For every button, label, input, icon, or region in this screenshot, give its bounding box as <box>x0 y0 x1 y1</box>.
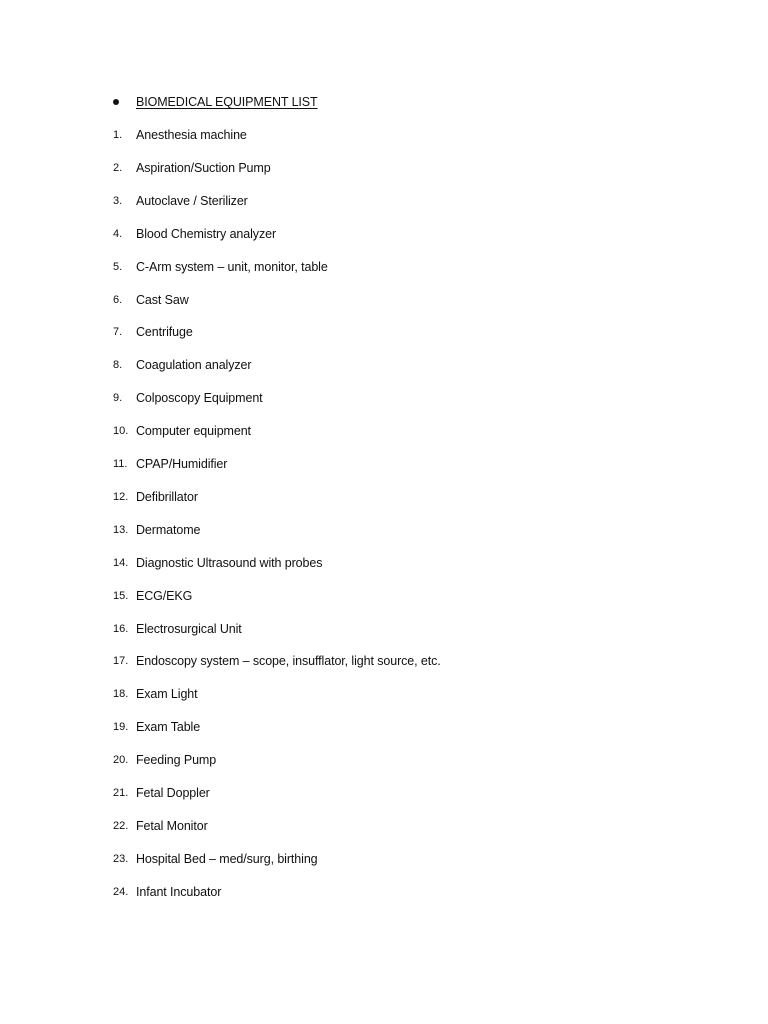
item-number: 18. <box>113 688 129 701</box>
item-label: Anesthesia machine <box>136 128 247 142</box>
item-number: 20. <box>113 754 129 767</box>
item-label: Endoscopy system – scope, insufflator, light source, etc. <box>136 654 441 669</box>
item-label: Fetal Doppler <box>136 786 210 800</box>
item-label: Electrosurgical Unit <box>136 621 242 636</box>
item-number: 13. <box>113 523 129 536</box>
item-number: 2. <box>113 161 123 174</box>
item-label: Diagnostic Ultrasound with probes <box>136 555 323 570</box>
item-label: Dermatome <box>136 522 201 537</box>
item-label: Blood Chemistry analyzer <box>136 226 277 241</box>
item-number: 3. <box>113 194 123 207</box>
item-label: Exam Light <box>136 687 198 702</box>
item-label: C-Arm system – unit, monitor, table <box>136 259 328 274</box>
item-number: 6. <box>113 293 123 306</box>
item-number: 23. <box>113 852 129 865</box>
item-number: 14. <box>113 556 129 569</box>
item-number: 22. <box>113 819 129 832</box>
item-number: 7. <box>113 326 123 339</box>
item-number: 8. <box>113 359 123 372</box>
item-label: Colposcopy Equipment <box>136 391 263 406</box>
item-number: 10. <box>113 425 129 438</box>
item-label: Exam Table <box>136 720 201 735</box>
item-label: ECG/EKG <box>136 588 193 603</box>
item-label: Computer equipment <box>136 424 251 439</box>
item-label: Aspiration/Suction Pump <box>136 160 271 175</box>
item-number: 1. <box>113 129 123 141</box>
item-number: 11. <box>113 458 128 470</box>
item-number: 12. <box>113 490 129 503</box>
item-label: Coagulation analyzer <box>136 358 252 373</box>
item-label: Feeding Pump <box>136 753 217 768</box>
item-number: 19. <box>113 721 129 734</box>
item-label: Centrifuge <box>136 325 193 340</box>
item-number: 9. <box>113 392 123 405</box>
item-label: Infant Incubator <box>136 884 222 899</box>
item-label: Defibrillator <box>136 489 198 504</box>
item-number: 16. <box>113 622 129 635</box>
heading-text: BIOMEDICAL EQUIPMENT LIST <box>136 95 318 109</box>
item-number: 21. <box>113 787 129 799</box>
item-label: Hospital Bed – med/surg, birthing <box>136 851 318 866</box>
item-number: 17. <box>113 655 129 668</box>
item-number: 24. <box>113 885 129 898</box>
item-label: Cast Saw <box>136 292 189 307</box>
item-number: 15. <box>113 589 129 602</box>
item-label: Fetal Monitor <box>136 818 208 833</box>
item-number: 4. <box>113 227 123 240</box>
item-label: CPAP/Humidifier <box>136 457 228 471</box>
item-label: Autoclave / Sterilizer <box>136 193 248 208</box>
item-number: 5. <box>113 260 123 273</box>
